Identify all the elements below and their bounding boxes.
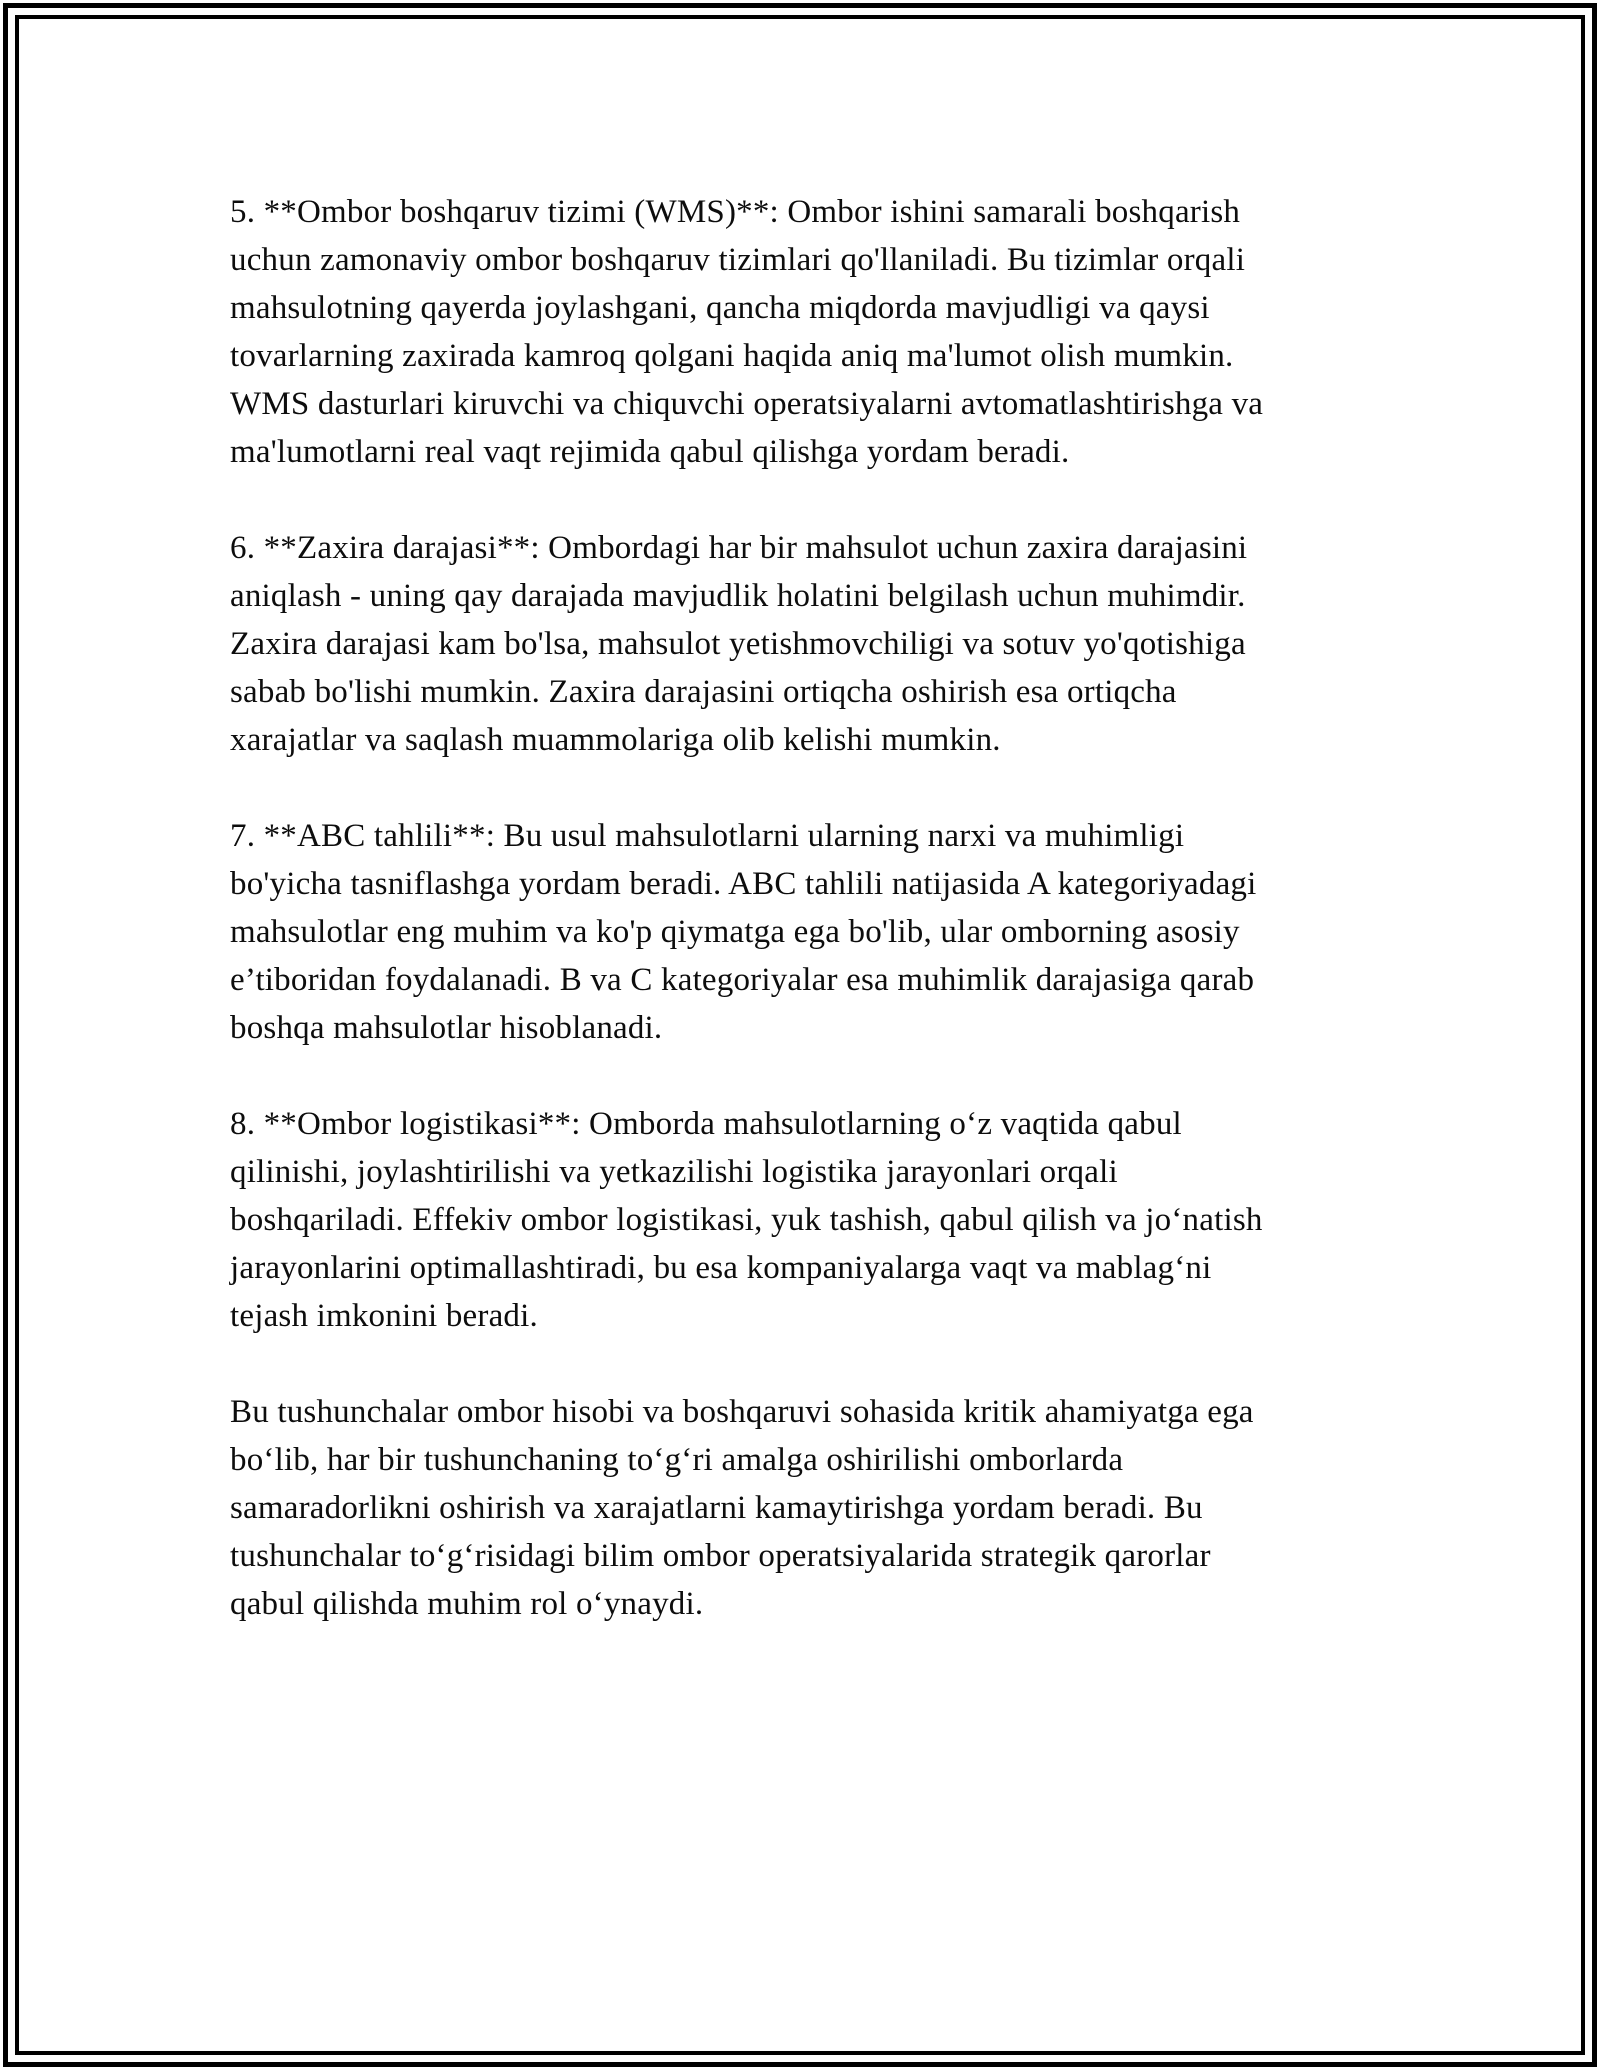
text-line: tejash imkonini beradi.: [230, 1298, 538, 1334]
text-line: tushunchalar to‘g‘risidagi bilim ombor operatsiyalarida strategik qarorlar: [230, 1538, 1211, 1574]
text-line: 6. **Zaxira darajasi**: Ombordagi har bir mahsulot uchun zaxira darajasini: [230, 530, 1248, 566]
text-line: qabul qilishda muhim rol o‘ynaydi.: [230, 1586, 704, 1622]
document-body: [230, 188, 1370, 1676]
paragraph: [230, 524, 1370, 764]
text-line: Zaxira darajasi kam bo'lsa, mahsulot yetishmovchiligi va sotuv yo'qotishiga: [230, 626, 1246, 662]
paragraph: [230, 812, 1370, 1052]
paragraph: [230, 188, 1370, 476]
text-line: ma'lumotlarni real vaqt rejimida qabul qilishga yordam beradi.: [230, 434, 1070, 470]
text-line: 7. **ABC tahlili**: Bu usul mahsulotlarni ularning narxi va muhimligi: [230, 818, 1185, 854]
text-line: bo‘lib, har bir tushunchaning to‘g‘ri amalga oshirilishi omborlarda: [230, 1442, 1124, 1478]
text-line: jarayonlarini optimallashtiradi, bu esa kompaniyalarga vaqt va mablag‘ni: [230, 1250, 1212, 1286]
text-line: 8. **Ombor logistikasi**: Omborda mahsulotlarning o‘z vaqtida qabul: [230, 1106, 1182, 1142]
text-line: mahsulotning qayerda joylashgani, qancha miqdorda mavjudligi va qaysi: [230, 290, 1210, 326]
text-line: Bu tushunchalar ombor hisobi va boshqaruvi sohasida kritik ahamiyatga ega: [230, 1394, 1254, 1430]
paragraph: [230, 1100, 1370, 1340]
text-line: aniqlash - uning qay darajada mavjudlik holatini belgilash uchun muhimdir.: [230, 578, 1246, 614]
text-line: WMS dasturlari kiruvchi va chiquvchi operatsiyalarni avtomatlashtirishga va: [230, 386, 1264, 422]
paragraph: [230, 1388, 1370, 1628]
text-line: samaradorlikni oshirish va xarajatlarni kamaytirishga yordam beradi. Bu: [230, 1490, 1203, 1526]
text-line: tovarlarning zaxirada kamroq qolgani haqida aniq ma'lumot olish mumkin.: [230, 338, 1234, 374]
text-line: sabab bo'lishi mumkin. Zaxira darajasini ortiqcha oshirish esa ortiqcha: [230, 674, 1177, 710]
text-line: uchun zamonaviy ombor boshqaruv tizimlari qo'llaniladi. Bu tizimlar orqali: [230, 242, 1246, 278]
text-line: boshqa mahsulotlar hisoblanadi.: [230, 1010, 663, 1046]
text-line: 5. **Ombor boshqaruv tizimi (WMS)**: Ombor ishini samarali boshqarish: [230, 194, 1241, 230]
text-line: mahsulotlar eng muhim va ko'p qiymatga ega bo'lib, ular omborning asosiy: [230, 914, 1240, 950]
text-line: e’tiboridan foydalanadi. B va C kategoriyalar esa muhimlik darajasiga qarab: [230, 962, 1255, 998]
text-line: qilinishi, joylashtirilishi va yetkazilishi logistika jarayonlari orqali: [230, 1154, 1118, 1190]
text-line: boshqariladi. Effekiv ombor logistikasi, yuk tashish, qabul qilish va jo‘natish: [230, 1202, 1263, 1238]
text-line: bo'yicha tasniflashga yordam beradi. ABC tahlili natijasida A kategoriyadagi: [230, 866, 1257, 902]
text-line: xarajatlar va saqlash muammolariga olib kelishi mumkin.: [230, 722, 1001, 758]
